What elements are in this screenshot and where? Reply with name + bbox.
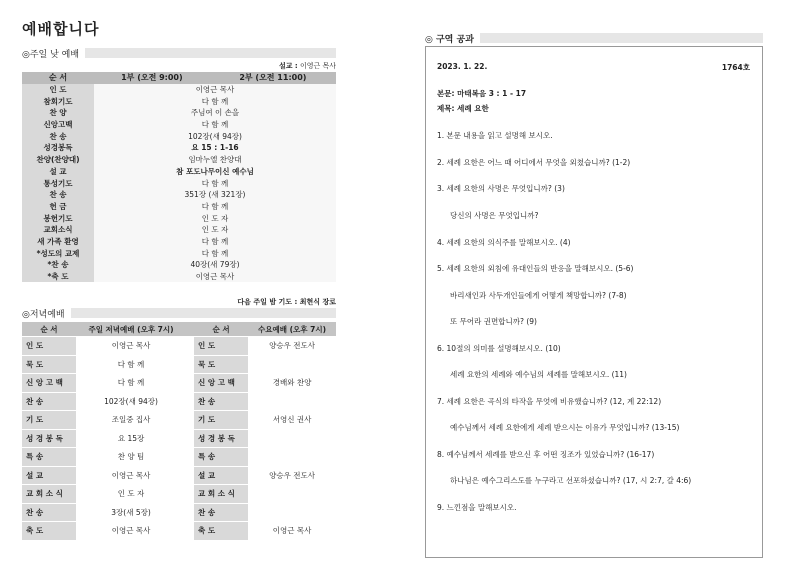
next-prayer-note: 다음 주일 밤 기도 : 최현식 장로 [237,298,336,306]
study-question: 3. 세례 요한의 사명은 무엇입니까? (3) [437,184,565,193]
table-row [22,142,336,154]
order-value: 주님여 이 손을 [94,107,336,119]
table-row [22,119,336,131]
order-value: 조일중 집사 [76,411,186,430]
study-question: 1. 본문 내용을 읽고 설명해 보시오. [437,131,553,140]
order-value: 이영근 목사 [76,522,186,540]
study-question: 2. 세례 요한은 어느 때 어디에서 무엇을 외쳤습니까? (1-2) [437,158,631,167]
study-question: 5. 세례 요한의 외침에 유대인들의 반응을 말해보시오. (5-6) [437,264,634,273]
order-value: 인 도 자 [94,224,336,236]
table-row [22,84,336,96]
study-topic: 제목: 세례 요한 [437,104,489,113]
order-label: 찬양(찬양대) [22,154,94,166]
table-row [22,224,336,236]
sermon-preacher-line [200,61,336,71]
study-section-header [425,31,763,45]
section-bar [85,48,336,58]
table-row [22,411,336,430]
header-second-service: 2부 (오전 11:00) [210,72,336,84]
evening-service-label: ◎저녁예배 [22,309,65,320]
order-label: 헌 금 [22,201,94,213]
order-label: 기 도 [22,411,76,430]
order-label: 묵 도 [194,355,248,374]
order-label: 인 도 [194,337,248,356]
order-value: 다 함 께 [76,355,186,374]
issue-number: 1764호 [721,63,750,72]
section-bar [71,308,336,318]
table-row [22,177,336,189]
study-box [425,46,763,558]
evening-service-header [22,306,336,320]
order-label: 신 앙 고 백 [22,374,76,393]
study-question: 당신의 사명은 무엇입니까? [450,211,539,220]
study-question: 4. 세례 요한의 의식주를 말해보시오. (4) [437,238,571,247]
order-value: 이영근 목사 [76,466,186,485]
order-label: 봉헌기도 [22,212,94,224]
header-sunday-evening: 주일 저녁예배 (오후 7시) [76,322,186,337]
order-label: 성 경 봉 독 [194,429,248,448]
order-value: 요 15 : 1-16 [94,142,336,154]
table-row [22,201,336,213]
order-value: 다 함 께 [94,119,336,131]
table-header-row [22,72,336,84]
table-row [22,271,336,283]
order-label: 설 교 [194,466,248,485]
study-section-label: ◎ 구역 공과 [425,34,474,45]
table-row [22,212,336,224]
order-label: 성 경 봉 독 [22,429,76,448]
order-label: 찬 송 [22,503,76,522]
sermon-preacher: 이영근 목사 [299,62,336,70]
order-value: 다 함 께 [94,201,336,213]
column-gap [186,503,194,522]
scripture-reference: 본문: 마태복음 3 : 1 - 17 [437,89,527,98]
table-row [22,355,336,374]
order-label: 인 도 [22,337,76,356]
study-question: 세례 요한의 세례와 예수님의 세례를 말해보시오. (11) [450,370,627,379]
order-value: 참 포도나무이신 예수님 [94,166,336,178]
order-label: 참회기도 [22,95,94,107]
order-value: 인 도 자 [76,485,186,504]
order-value: 102장(새 94장) [94,130,336,142]
order-label: *축 도 [22,271,94,283]
header-order: 순 서 [194,322,248,337]
order-value: 3장(새 5장) [76,503,186,522]
order-label: 설 교 [22,166,94,178]
study-question: 6. 10절의 의미를 설명해보시오. (10) [437,344,561,353]
table-row [22,154,336,166]
order-label: 신앙고백 [22,119,94,131]
wednesday-value: 양승우 전도사 [248,337,336,356]
wednesday-value: 경배와 찬양 [248,355,336,411]
order-label: 새 가족 환영 [22,236,94,248]
order-value: 요 15장 [76,429,186,448]
order-label: 교회소식 [22,224,94,236]
order-label: 교 회 소 식 [194,485,248,504]
order-value: 다 함 께 [76,374,186,393]
table-row [22,166,336,178]
column-gap [186,466,194,485]
sermon-label: 설교 : [278,62,298,70]
wednesday-value: 서영신 권사 [248,411,336,430]
sunday-service-label: ◎주일 낮 예배 [22,49,80,60]
order-label: *찬 송 [22,259,94,271]
order-value: 이영근 목사 [76,337,186,356]
wednesday-value: 이영근 목사 [248,522,336,540]
study-question: 바리새인과 사두개인들에게 어떻게 책망합니까? (7-8) [450,291,627,300]
order-label: 설 교 [22,466,76,485]
evening-order-table [22,321,336,540]
column-gap [186,374,194,393]
section-bar [480,33,763,43]
sunday-order-table [22,72,336,282]
order-value: 인 도 자 [94,212,336,224]
order-value: 이영근 목사 [94,84,336,96]
table-row [22,337,336,356]
order-value: 다 함 께 [94,236,336,248]
column-gap [186,429,194,448]
order-label: 찬 송 [22,130,94,142]
order-value: 다 함 께 [94,177,336,189]
study-date: 2023. 1. 22. [437,62,488,71]
header-wednesday: 수요예배 (오후 7시) [248,322,336,337]
order-label: 찬 송 [22,189,94,201]
order-label: 특 송 [22,448,76,467]
order-value: 이영근 목사 [94,271,336,283]
study-question: 또 무어라 권면합니까? (9) [450,317,537,326]
order-label: 찬 송 [194,392,248,411]
study-question: 7. 세례 요한은 곡식의 타작을 무엇에 비유했습니까? (12, 계 22:12) [437,397,662,406]
column-gap [186,411,194,430]
order-value: 40장(새 79장) [94,259,336,271]
table-row [22,522,336,540]
header-order: 순 서 [22,72,94,84]
column-gap [186,448,194,467]
table-row [22,107,336,119]
order-label: 신 앙 고 백 [194,374,248,393]
column-gap [186,485,194,504]
page-title: 예배합니다 [22,20,100,38]
order-value: 다 함 께 [94,95,336,107]
order-label: 찬 송 [194,503,248,522]
column-gap [186,322,194,337]
order-value: 다 함 께 [94,247,336,259]
order-label: 묵 도 [22,355,76,374]
order-label: 인 도 [22,84,94,96]
study-question: 하나님은 예수그리스도를 누구라고 선포하셨습니까? (17, 시 2:7, 갈 4:6) [450,476,692,485]
study-question: 8. 예수님께서 세례를 받으신 후 어떤 징조가 있었습니까? (16-17) [437,450,655,459]
table-row [22,429,336,448]
header-first-service: 1부 (오전 9:00) [94,72,210,84]
order-label: 교 회 소 식 [22,485,76,504]
column-gap [186,392,194,411]
order-label: 축 도 [22,522,76,540]
table-header-row [22,322,336,337]
order-label: 통성기도 [22,177,94,189]
table-row [22,259,336,271]
order-label: *성도의 교제 [22,247,94,259]
order-label: 축 도 [194,522,248,540]
order-value: 351장 (새 321장) [94,189,336,201]
table-row [22,236,336,248]
header-order: 순 서 [22,322,76,337]
column-gap [186,355,194,374]
order-label: 기 도 [194,411,248,430]
table-row [22,130,336,142]
order-value: 찬 양 팀 [76,448,186,467]
wednesday-value: 양승우 전도사 [248,429,336,522]
table-row [22,95,336,107]
order-label: 찬 송 [22,392,76,411]
order-label: 성경봉독 [22,142,94,154]
column-gap [186,522,194,540]
study-question: 예수님께서 세례 요한에게 세례 받으시는 이유가 무엇입니까? (13-15) [450,423,680,432]
column-gap [186,337,194,356]
table-row [22,247,336,259]
study-question: 9. 느낀점을 말해보시오. [437,503,517,512]
order-label: 찬 양 [22,107,94,119]
table-row [22,189,336,201]
order-value: 임마누엘 찬양대 [94,154,336,166]
order-value: 102장(새 94장) [76,392,186,411]
sunday-service-header [22,46,336,60]
order-label: 특 송 [194,448,248,467]
